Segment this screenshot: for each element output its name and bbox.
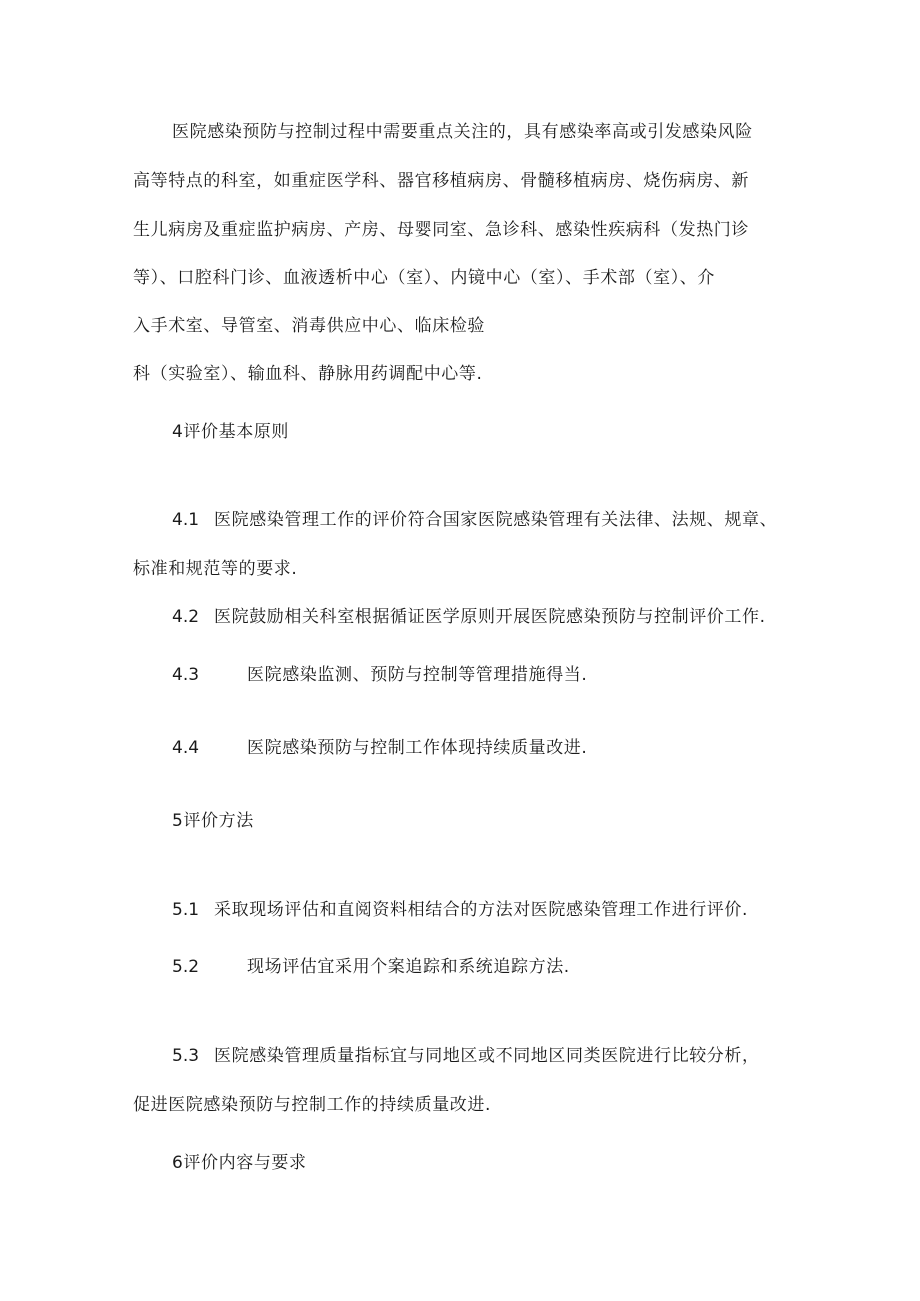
paragraph-line: 生儿病房及重症监护病房、产房、母婴同室、急诊科、感染性疾病科（发热门诊 — [133, 220, 749, 240]
paragraph-line: 入手术室、导管室、消毒供应中心、临床检验 — [133, 316, 485, 336]
paragraph-line: 等）、口腔科门诊、血液透析中心（室）、内镜中心（室）、手术部（室）、介 — [133, 268, 715, 288]
paragraph-line: 高等特点的科室，如重症医学科、器官移植病房、骨髓移植病房、烧伤病房、新 — [133, 171, 749, 191]
clause-text: 医院感染预防与控制工作体现持续质量改进. — [247, 738, 588, 758]
section-heading-5: 5评价方法 — [172, 811, 254, 831]
paragraph-line: 医院感染预防与控制过程中需要重点关注的，具有感染率高或引发感染风险 — [172, 122, 753, 142]
clause-text: 医院感染监测、预防与控制等管理措施得当. — [247, 665, 588, 685]
paragraph-line: 科（实验室）、输血科、静脉用药调配中心等. — [133, 364, 483, 384]
clause-number: 4.2 — [172, 607, 200, 627]
clause-number: 4.1 — [172, 510, 200, 530]
clause-number: 4.3 — [172, 665, 200, 685]
clause-text: 促进医院感染预防与控制工作的持续质量改进. — [133, 1095, 492, 1115]
section-heading-6: 6评价内容与要求 — [172, 1153, 307, 1173]
section-heading-4: 4评价基本原则 — [172, 422, 290, 442]
clause-number: 4.4 — [172, 738, 200, 758]
clause-text: 采取现场评估和直阅资料相结合的方法对医院感染管理工作进行评价. — [214, 900, 749, 920]
clause-number: 5.3 — [172, 1046, 200, 1066]
clause-text: 医院感染管理工作的评价符合国家医院感染管理有关法律、法规、规章、 — [214, 510, 778, 530]
clause-text: 标准和规范等的要求. — [133, 559, 298, 579]
clause-text: 医院鼓励相关科室根据循证医学原则开展医院感染预防与控制评价工作. — [214, 607, 766, 627]
clause-number: 5.2 — [172, 957, 200, 977]
clause-text: 医院感染管理质量指标宜与同地区或不同地区同类医院进行比较分析， — [214, 1046, 760, 1066]
clause-text: 现场评估宜采用个案追踪和系统追踪方法. — [247, 957, 570, 977]
clause-number: 5.1 — [172, 900, 200, 920]
